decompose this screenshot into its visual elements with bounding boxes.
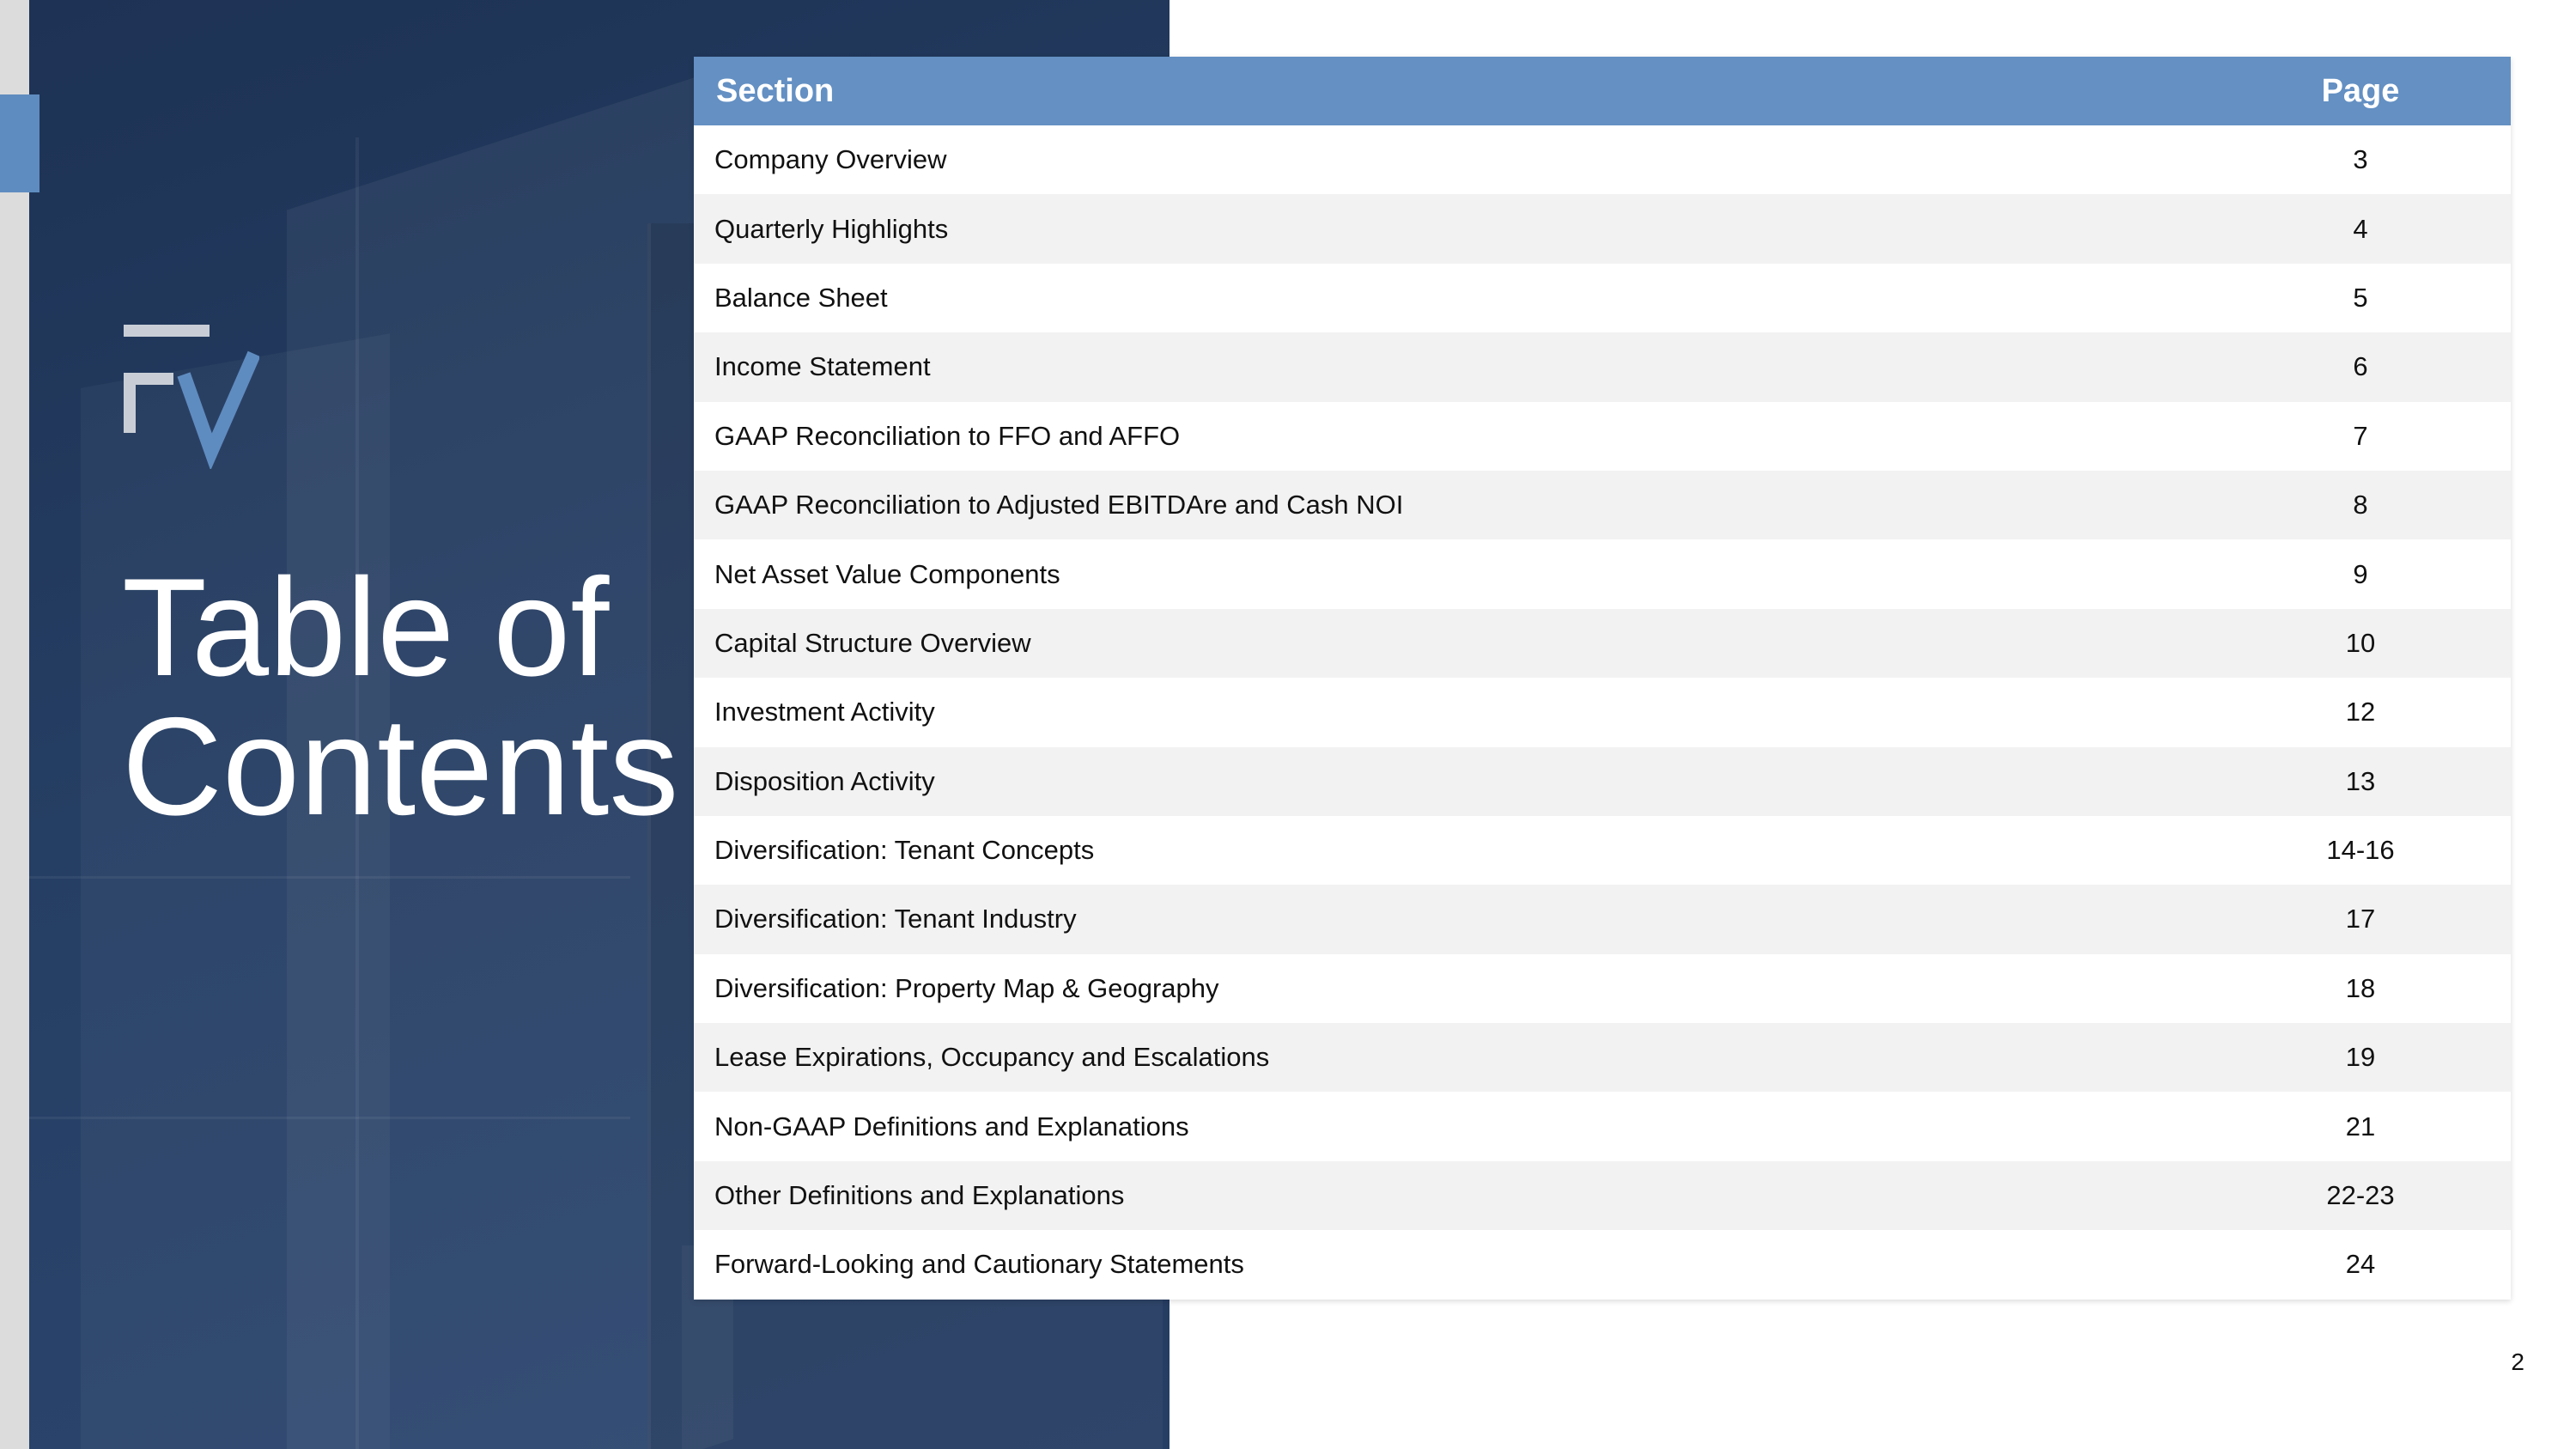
page-number-cell: 19 xyxy=(2345,1042,2376,1073)
section-title-cell: Diversification: Property Map & Geography xyxy=(714,972,1219,1003)
section-title-cell: Other Definitions and Explanations xyxy=(714,1180,1125,1211)
table-row xyxy=(694,885,2511,953)
section-title-cell: Disposition Activity xyxy=(714,765,935,796)
building-edge xyxy=(29,876,630,879)
section-title-cell: Diversification: Tenant Industry xyxy=(714,904,1077,935)
page-number-cell: 12 xyxy=(2345,697,2376,728)
section-title-cell: GAAP Reconciliation to FFO and AFFO xyxy=(714,420,1181,451)
table-row xyxy=(694,539,2511,608)
page-number-cell: 3 xyxy=(2353,144,2368,175)
page-number-cell: 10 xyxy=(2345,627,2376,658)
section-title-cell: Net Asset Value Components xyxy=(714,558,1060,589)
section-title-cell: Diversification: Tenant Concepts xyxy=(714,835,1095,866)
page-title xyxy=(122,550,723,844)
page-title-line-2: Contents xyxy=(122,689,679,844)
section-title-cell: Company Overview xyxy=(714,144,947,175)
page-column-header: Page xyxy=(2321,72,2400,109)
table-header xyxy=(694,57,2511,125)
page-number-cell: 13 xyxy=(2345,765,2376,796)
fv-logo-icon xyxy=(122,323,259,469)
page-number-cell: 18 xyxy=(2345,972,2376,1003)
slide-page-number: 2 xyxy=(2511,1349,2524,1375)
section-title-cell: Investment Activity xyxy=(714,697,935,728)
table-row xyxy=(694,125,2511,194)
building-facade xyxy=(81,333,390,1449)
page-number-cell: 6 xyxy=(2353,351,2368,382)
section-title-cell: Income Statement xyxy=(714,351,931,382)
section-title-cell: Quarterly Highlights xyxy=(714,213,949,244)
building-edge xyxy=(29,1117,630,1119)
page-number-cell: 24 xyxy=(2345,1249,2376,1280)
page-number-cell: 21 xyxy=(2345,1111,2376,1142)
page-number-cell: 14-16 xyxy=(2326,835,2395,866)
section-column-header: Section xyxy=(716,72,835,109)
table-row xyxy=(694,1230,2511,1299)
page-number-cell: 8 xyxy=(2353,490,2368,521)
table-row xyxy=(694,609,2511,678)
section-title-cell: Balance Sheet xyxy=(714,282,888,313)
page-title-line-1: Table of xyxy=(122,550,610,705)
table-row xyxy=(694,1023,2511,1092)
table-row xyxy=(694,954,2511,1023)
table-row xyxy=(694,747,2511,816)
left-edge-strip xyxy=(0,0,29,1449)
table-row xyxy=(694,332,2511,401)
table-row xyxy=(694,678,2511,746)
section-title-cell: Capital Structure Overview xyxy=(714,627,1031,658)
page-number-cell: 17 xyxy=(2345,904,2376,935)
table-row xyxy=(694,264,2511,332)
table-row xyxy=(694,1161,2511,1230)
table-of-contents xyxy=(694,57,2511,1300)
table-row xyxy=(694,471,2511,539)
table-row xyxy=(694,816,2511,885)
table-row xyxy=(694,194,2511,263)
section-title-cell: GAAP Reconciliation to Adjusted EBITDAre and Cash NOI xyxy=(714,490,1404,521)
page-number-cell: 4 xyxy=(2353,213,2368,244)
table-body xyxy=(694,125,2511,1300)
table-row xyxy=(694,402,2511,471)
section-title-cell: Non-GAAP Definitions and Explanations xyxy=(714,1111,1189,1142)
table-row xyxy=(694,1092,2511,1160)
page-number-cell: 22-23 xyxy=(2326,1180,2395,1211)
left-accent-bar xyxy=(0,94,39,192)
section-title-cell: Forward-Looking and Cautionary Statements xyxy=(714,1249,1244,1280)
page-number-cell: 9 xyxy=(2353,558,2368,589)
page-number-cell: 7 xyxy=(2353,420,2368,451)
section-title-cell: Lease Expirations, Occupancy and Escalations xyxy=(714,1042,1270,1073)
page-number-cell: 5 xyxy=(2353,282,2368,313)
